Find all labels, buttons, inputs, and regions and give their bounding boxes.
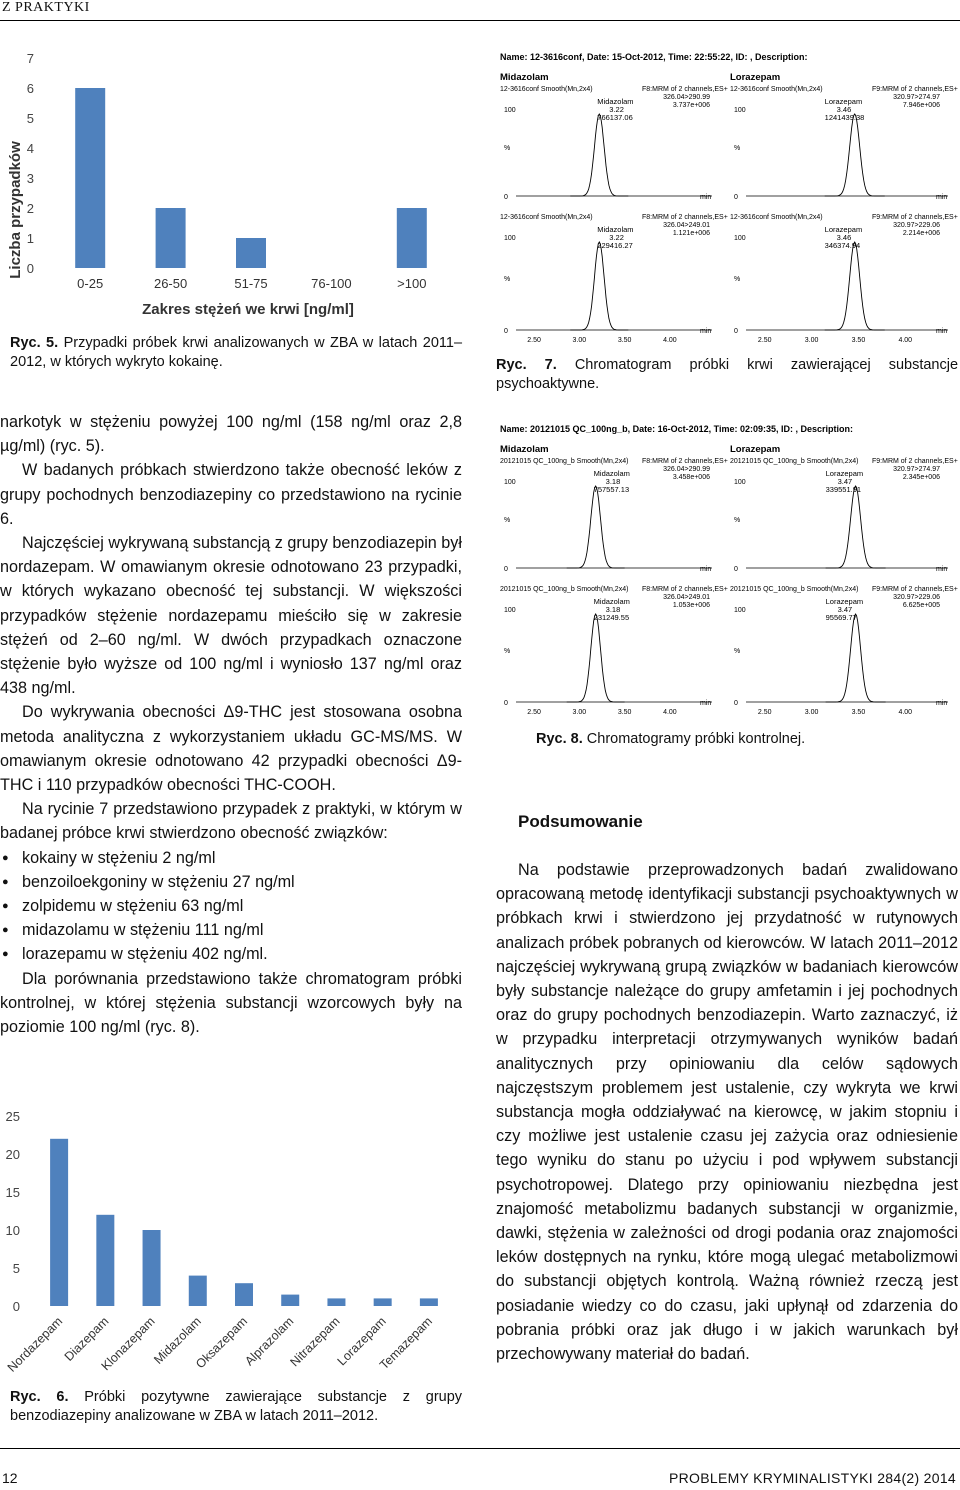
footer-rule: [0, 1448, 960, 1449]
journal-name: PROBLEMY KRYMINALISTYKI 284(2) 2014: [669, 1470, 956, 1486]
y-tick-label: 0: [26, 261, 34, 276]
panel-scale: 3.737e+006: [672, 102, 710, 109]
chromatogram-panel: [500, 586, 728, 716]
section-title: Z PRAKTYKI: [2, 0, 90, 15]
chromatogram-panel: [730, 86, 958, 201]
peak-name: Lorazepam: [825, 469, 864, 478]
x-tick-label: 2.50: [757, 709, 772, 716]
peak-rt: 3.18: [605, 477, 621, 486]
panel-transition: 320.97>274.97: [893, 466, 940, 473]
paragraph: Na podstawie przeprowadzonych badań zwalidowano opracowaną metodę identyfikacji substancji psychoaktywnych w próbkach krwi i stwierdzono jej przydatność w rutynowych analizach próbek pobranych od kierowców. W latach 2011–2012 najczęściej wykrywaną grupą związków w badaniach kierowców były substancje należące do grupy amfetamin i jej pochodnych oraz do grupy pochodnych benzodiazepin. Warto zaznaczyć, iż w przypadku interpretacji otrzymywanych wyników badań analitycznych przy opiniowaniu dla celów sądowych najczęstszym problemem jest ustalenie, czy wykryta we krwi substancja mogła oddziaływać na kierowcę, w jakim stopniu i czy możliwe jest ustalenie czasu jej zażycia oraz odniesienie tego wyniku do stanu po użyciu i pod wpływem substancji psychotropowej. Dlatego przy opiniowaniu niezbędna jest znajomość metabolizmu badanych substancji w organizmie, dawki, stężenia w zależności od drogi podania oraz znajomości leków dostępnych na rynku, które mogą ulegać metabolizmowi do substancji objętych kontrolą. Ważną również rzeczą jest posiadanie wiedzy co do czasu, jaki upłynął od zdarzenia do pobrania próbki oraz jak długo i w jakich warunkach był przechowywany materiał do badań.: [496, 861, 958, 1364]
left-column-text: [0, 410, 462, 1039]
bar: [281, 1295, 299, 1306]
y-tick-label: 100: [504, 479, 516, 486]
chromatogram-panel: [500, 214, 728, 344]
panel-source: 20121015 QC_100ng_b Smooth(Mn,2x4): [730, 586, 859, 593]
caption-text: Chromatogramy próbki kontrolnej.: [586, 731, 806, 747]
chromatogram-panel: [730, 458, 958, 573]
panel-source: 12-3616conf Smooth(Mn,2x4): [500, 214, 593, 221]
x-tick-label: 76-100: [311, 276, 352, 291]
x-unit-label: min: [700, 700, 712, 707]
x-unit-label: min: [936, 194, 948, 201]
panel-mrm: F8:MRM of 2 channels,ES+: [642, 586, 728, 593]
x-tick-label: 4.00: [898, 337, 913, 344]
chromatogram-peak: [567, 486, 625, 568]
x-tick-label: 3.00: [572, 709, 587, 716]
panel-scale: 2.345e+006: [902, 474, 940, 481]
x-tick-label: >100: [397, 276, 427, 291]
x-tick-label: Midazolam: [151, 1314, 204, 1367]
caption-label: Ryc. 7.: [496, 357, 557, 373]
peak-name: Midazolam: [593, 469, 630, 478]
peak-area: 231249.55: [593, 613, 630, 622]
y-tick-label: 0: [504, 566, 508, 573]
compound-label: Lorazepam: [730, 72, 781, 83]
panel-scale: 7.946e+006: [902, 102, 940, 109]
x-tick-label: 26-50: [153, 276, 188, 291]
x-tick-label: 4.00: [663, 337, 677, 344]
panel-transition: 320.97>229.06: [893, 222, 940, 229]
bar: [189, 1276, 207, 1306]
peak-name: Lorazepam: [824, 97, 863, 106]
peak-area: 95569.77: [825, 613, 857, 622]
y-tick-label: 5: [26, 111, 34, 126]
x-tick-label: 51-75: [234, 276, 268, 291]
y-tick-label: 100: [504, 607, 516, 614]
panel-scale: 2.214e+006: [902, 230, 940, 237]
x-unit-label: min: [700, 194, 712, 201]
bar: [143, 1230, 161, 1306]
peak-rt: 3.22: [609, 105, 624, 114]
panel-source: 20121015 QC_100ng_b Smooth(Mn,2x4): [500, 586, 629, 593]
panel-source: 20121015 QC_100ng_b Smooth(Mn,2x4): [730, 458, 859, 465]
x-unit-label: min: [936, 328, 948, 335]
panel-scale: 3.458e+006: [672, 474, 710, 481]
y-tick-label: 6: [26, 81, 34, 96]
chromatogram-panel: [730, 586, 958, 716]
peak-area: 346374.94: [824, 241, 861, 250]
sample-name-line: Name: 12-3616conf, Date: 15-Oct-2012, Time: 22:55:22, ID: , Description:: [500, 52, 808, 62]
panel-mrm: F9:MRM of 2 channels,ES+: [872, 86, 958, 93]
peak-name: Midazolam: [593, 597, 630, 606]
x-tick-label: 3.50: [617, 709, 632, 716]
x-tick-label: 2.50: [757, 337, 772, 344]
x-tick-label: 3.00: [572, 337, 587, 344]
panel-scale: 6.625e+005: [902, 602, 940, 609]
chromatogram-peak: [570, 242, 628, 330]
bar: [374, 1298, 392, 1306]
y-tick-label: %: [504, 517, 511, 524]
y-tick-label: %: [734, 648, 741, 655]
x-unit-label: min: [700, 328, 712, 335]
paragraph: Dla porównania przedstawiono także chromatogram próbki kontrolnej, w której stężenia substancji wzorcowych były na poziomie 100 ng/ml (ryc. 8).: [0, 969, 462, 1037]
y-tick-label: 0: [504, 700, 508, 707]
y-tick-label: 100: [734, 235, 746, 242]
panel-source: 20121015 QC_100ng_b Smooth(Mn,2x4): [500, 458, 629, 465]
y-tick-label: 100: [504, 235, 516, 242]
panel-transition: 326.04>249.01: [663, 594, 710, 601]
paragraph: W badanych próbkach stwierdzono także obecność leków z grupy pochodnych benzodiazepiny co przedstawiono na rycinie 6.: [0, 461, 462, 528]
figure-8-caption: [536, 730, 956, 749]
y-tick-label: 25: [5, 1109, 20, 1124]
x-tick-label: Lorazepam: [334, 1314, 389, 1369]
chromatogram-peak: [826, 614, 886, 702]
header-rule: [0, 20, 960, 21]
figure-5-caption: [10, 334, 462, 372]
chromatogram-panel: [500, 86, 728, 201]
panel-transition: 326.04>290.99: [663, 94, 710, 101]
x-tick-label: 3.00: [804, 337, 819, 344]
panel-mrm: F8:MRM of 2 channels,ES+: [642, 214, 728, 221]
x-axis-title: Zakres stężeń we krwi [ng/ml]: [142, 301, 354, 318]
peak-rt: 3.46: [836, 233, 852, 242]
x-tick-label: Oksazepam: [193, 1314, 251, 1372]
panel-mrm: F9:MRM of 2 channels,ES+: [872, 586, 958, 593]
y-tick-label: %: [504, 276, 511, 283]
x-tick-label: 4.00: [898, 709, 913, 716]
bar: [235, 1283, 253, 1306]
y-tick-label: 100: [734, 107, 746, 114]
panel-transition: 320.97>274.97: [893, 94, 940, 101]
y-tick-label: 2: [26, 201, 34, 216]
page-number: 12: [2, 1470, 18, 1486]
panel-transition: 326.04>249.01: [663, 222, 710, 229]
list-item: ● benzoiloekgoniny w stężeniu 27 ng/ml: [0, 870, 462, 894]
peak-area: 1241439.38: [824, 113, 865, 122]
panel-scale: 1.121e+006: [672, 230, 710, 237]
y-tick-label: %: [734, 276, 741, 283]
bar: [75, 88, 105, 268]
y-axis: [6, 1109, 20, 1314]
y-axis-title: Liczba przypadków: [7, 141, 24, 279]
peak-rt: 3.47: [837, 477, 853, 486]
figure-5-chart: [0, 42, 462, 324]
y-tick-label: 15: [5, 1185, 20, 1200]
panel-mrm: F8:MRM of 2 channels,ES+: [642, 458, 728, 465]
y-tick-label: 10: [5, 1223, 20, 1238]
y-tick-label: %: [734, 517, 741, 524]
list-item: ● kokainy w stężeniu 2 ng/ml: [0, 846, 462, 870]
y-tick-label: 0: [504, 328, 508, 335]
x-unit-label: min: [700, 566, 712, 573]
x-tick-label: 3.50: [617, 337, 632, 344]
summary-text: [496, 858, 958, 1366]
caption-label: Ryc. 6.: [10, 1389, 69, 1405]
compound-list: [0, 846, 462, 967]
caption-text: Próbki pozytywne zawierające substancje z grupy benzodiazepiny analizowane w ZBA w latach 2011–2012.: [10, 1389, 463, 1424]
figure-6-chart: [0, 1100, 462, 1380]
x-tick-label: 2.50: [527, 337, 541, 344]
peak-name: Midazolam: [597, 225, 634, 234]
peak-rt: 3.46: [836, 105, 852, 114]
x-tick-label: Diazepam: [61, 1314, 112, 1364]
chromatogram-panel: [500, 458, 728, 573]
y-tick-label: %: [734, 145, 741, 152]
y-axis: [27, 51, 34, 276]
chromatogram-peak: [826, 486, 886, 568]
chromatogram-peak: [825, 114, 885, 196]
peak-area: 757557.13: [593, 485, 630, 494]
x-tick-label: 3.50: [851, 337, 866, 344]
panel-transition: 326.04>290.99: [663, 466, 710, 473]
sample-name-line: Name: 20121015 QC_100ng_b, Date: 16-Oct-2012, Time: 02:09:35, ID: , Description:: [500, 424, 853, 434]
peak-name: Midazolam: [597, 97, 634, 106]
peak-area: 229416.27: [597, 241, 633, 250]
x-tick-label: Klonazepam: [98, 1314, 158, 1374]
x-tick-label: 3.00: [804, 709, 819, 716]
caption-text: Przypadki próbek krwi analizowanych w ZBA w latach 2011–2012, w których wykryto kokainę.: [10, 335, 463, 370]
chromatogram-peak: [570, 114, 628, 196]
peak-area: 339551.91: [825, 485, 862, 494]
bar: [397, 208, 427, 268]
x-tick-label: Alprazolam: [242, 1314, 297, 1369]
list-item: ● midazolamu w stężeniu 111 ng/ml: [0, 918, 462, 942]
section-heading: Podsumowanie: [518, 812, 643, 831]
peak-name: Lorazepam: [824, 225, 863, 234]
bar: [50, 1139, 68, 1306]
figure-6-caption: [10, 1388, 462, 1426]
figure-7-caption: [496, 356, 958, 394]
peak-rt: 3.22: [609, 233, 624, 242]
bar: [156, 208, 186, 268]
panel-source: 12-3616conf Smooth(Mn,2x4): [730, 214, 823, 221]
y-tick-label: 0: [734, 700, 738, 707]
chromatogram-peak: [825, 242, 885, 330]
bars: [75, 88, 427, 268]
peak-rt: 3.18: [605, 605, 621, 614]
panel-mrm: F9:MRM of 2 channels,ES+: [872, 214, 958, 221]
y-tick-label: 5: [12, 1261, 20, 1276]
list-item: ● zolpidemu w stężeniu 63 ng/ml: [0, 894, 462, 918]
x-unit-label: min: [936, 700, 948, 707]
y-tick-label: 20: [5, 1147, 20, 1162]
x-axis: [5, 1314, 435, 1375]
y-tick-label: 4: [26, 141, 34, 156]
y-tick-label: 100: [504, 107, 516, 114]
page-header: [0, 0, 960, 24]
panel-transition: 320.97>229.06: [893, 594, 940, 601]
y-tick-label: 0: [734, 566, 738, 573]
paragraph: narkotyk w stężeniu powyżej 100 ng/ml (158 ng/ml oraz 2,8 µg/ml) (ryc. 5).: [0, 413, 462, 456]
panel-mrm: F9:MRM of 2 channels,ES+: [872, 458, 958, 465]
compound-label: Midazolam: [500, 72, 549, 83]
paragraph: Na rycinie 7 przedstawiono przypadek z praktyki, w którym w badanej próbce krwi stwierdzono obecność związków:: [0, 800, 462, 843]
bar: [236, 238, 266, 268]
paragraph: Najczęściej wykrywaną substancją z grupy benzodiazepin był nordazepam. W omawianym okresie odnotowano 23 przypadki, w których wykazano obecność tej substancji. W większości przypadków stężenie nordazepamu mieściło się w zakresie stężeń od 2–60 ng/ml. W dwóch przypadkach oznaczone stężenie było wyższe od 100 ng/ml i wyniosło 137 ng/ml oraz 438 ng/ml.: [0, 534, 462, 698]
x-tick-label: 2.50: [527, 709, 541, 716]
x-tick-label: Temazepam: [376, 1314, 436, 1373]
chromatogram-peak: [567, 614, 625, 702]
x-tick-label: Nitrazepam: [287, 1314, 343, 1370]
bars: [50, 1139, 438, 1306]
y-tick-label: 3: [26, 171, 34, 186]
x-tick-label: 0-25: [77, 276, 104, 291]
bar: [420, 1298, 438, 1306]
panel-source: 12-3616conf Smooth(Mn,2x4): [730, 86, 823, 93]
x-tick-label: Nordazepam: [4, 1314, 66, 1375]
panel-source: 12-3616conf Smooth(Mn,2x4): [500, 86, 593, 93]
x-axis: [77, 276, 426, 291]
panel-scale: 1.053e+006: [672, 602, 710, 609]
caption-text: Chromatogram próbki krwi zawierającej substancje psychoaktywne.: [496, 357, 959, 392]
compound-label: Lorazepam: [730, 444, 781, 455]
y-tick-label: 0: [12, 1299, 20, 1314]
y-tick-label: 0: [734, 194, 738, 201]
bar: [96, 1215, 114, 1306]
y-tick-label: 0: [504, 194, 508, 201]
list-item: ● lorazepamu w stężeniu 402 ng/ml.: [0, 942, 462, 966]
peak-name: Lorazepam: [825, 597, 864, 606]
y-tick-label: 100: [734, 479, 746, 486]
peak-area: 766137.06: [597, 113, 633, 122]
panel-mrm: F8:MRM of 2 channels,ES+: [642, 86, 728, 93]
chromatogram-panel: [730, 214, 958, 344]
compound-label: Midazolam: [500, 444, 549, 455]
paragraph: Do wykrywania obecności Δ9-THC jest stosowana osobna metoda analityczna z wykorzystaniem układu GC-MS/MS. W omawianym okresie odnotowano 42 przypadki obecności Δ9-THC i 110 przypadków obecności THC-COOH.: [0, 703, 462, 795]
y-tick-label: 7: [26, 51, 34, 66]
y-tick-label: %: [504, 145, 511, 152]
y-tick-label: %: [504, 648, 511, 655]
bar: [327, 1298, 345, 1306]
y-tick-label: 100: [734, 607, 746, 614]
figure-7-chromatogram: [496, 46, 958, 348]
x-tick-label: 3.50: [851, 709, 866, 716]
figure-8-chromatogram: [496, 418, 958, 718]
peak-rt: 3.47: [837, 605, 853, 614]
x-unit-label: min: [936, 566, 948, 573]
y-tick-label: 0: [734, 328, 738, 335]
caption-label: Ryc. 8.: [536, 731, 583, 747]
x-tick-label: 4.00: [663, 709, 677, 716]
y-tick-label: 1: [26, 231, 34, 246]
caption-label: Ryc. 5.: [10, 335, 59, 351]
